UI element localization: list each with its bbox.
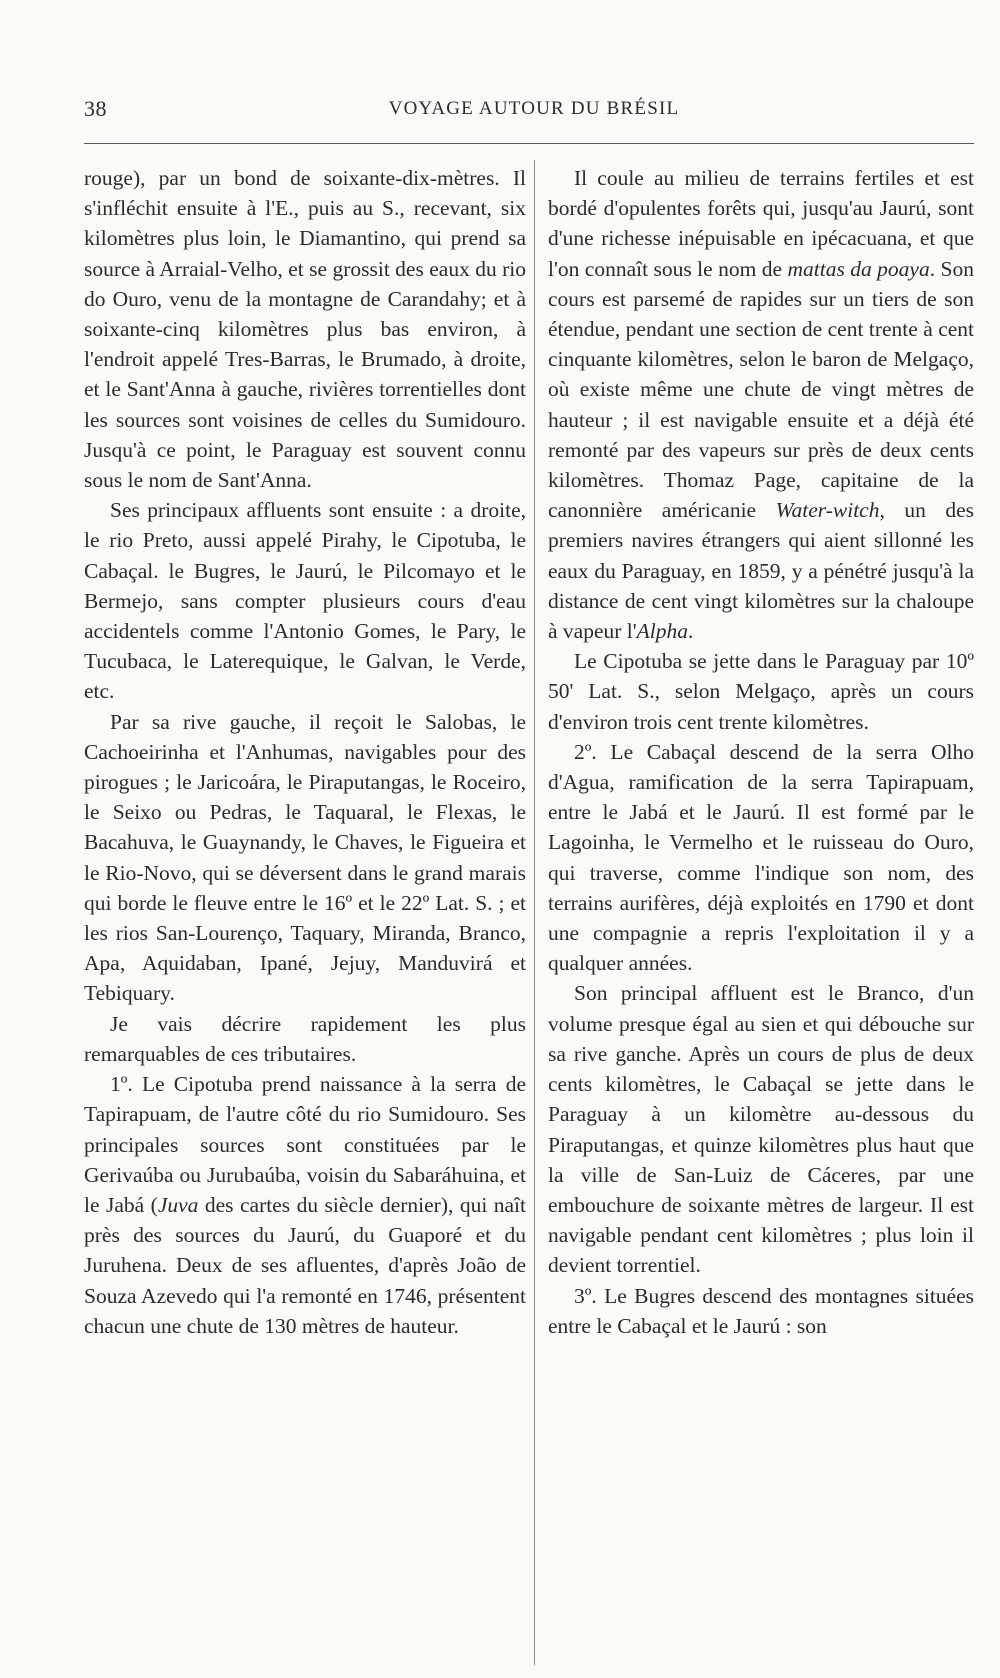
paragraph: rouge), par un bond de soixante-dix-mètres. Il s'infléchit ensuite à l'E., puis au S., recevant, six kilomètres plus loin, le Diamantino, qui prend sa source à Arraial-Velho, et se grossit des eaux du rio do Ouro, venu de la montagne de Carandahy; et à soixante-cinq kilomètres plus bas environ, à l'endroit appelé Tres-Barras, le Brumado, à droite, et le Sant'Anna à gauche, rivières torrentielles dont les sources sont voisines de celles du Sumidouro. Jusqu'à ce point, le Paraguay est souvent connu sous le nom de Sant'Anna. bbox=[84, 166, 526, 493]
page-number: 38 bbox=[84, 96, 107, 121]
paragraph: Il coule au milieu de terrains fertiles et est bordé d'opulentes forêts qui, jusqu'au Jaurú, sont d'une richesse inépuisable en ipécacuana, et que l'on connaît sous le nom de mattas da poaya. Son cours est parsemé de rapides sur un tiers de son étendue, pendant une section de cent trente à cent cinquante kilomètres, selon le baron de Melgaço, où existe même une chute de vingt mètres de hauteur ; il est navigable ensuite et a déjà été remonté par des vapeurs sur près de deux cents kilomètres. Thomaz Page, capitaine de la canonnière américanie Water-witch, un des premiers navires étrangers qui aient sillonné les eaux du Paraguay, en 1859, y a pénétré jusqu'à la distance de cent vingt kilomètres sur la chaloupe à vapeur l'Alpha. bbox=[548, 166, 974, 644]
right-column bbox=[548, 163, 974, 1341]
paragraph: 2º. Le Cabaçal descend de la serra Olho d'Agua, ramification de la serra Tapirapuam, entre le Jabá et le Jaurú. Il est formé par le Lagoinha, le Vermelho et le ruisseau do Ouro, qui traverse, comme l'indique son nom, des terrains aurifères, déjà exploités en 1790 et dont une compagnie a repris l'exploitation il y a qualquer années. bbox=[548, 739, 974, 976]
left-column bbox=[84, 163, 526, 1341]
running-title: VOYAGE AUTOUR DU BRÉSIL bbox=[388, 98, 680, 119]
paragraph: 1º. Le Cipotuba prend naissance à la serra de Tapirapuam, de l'autre côté du rio Sumidouro. Ses principales sources sont constituées par le Gerivaúba ou Jurubaúba, voisin du Sabaráhuina, et le Jabá (Juva des cartes du siècle dernier), qui naît près des sources du Jaurú, du Guaporé et du Juruhena. Deux de ses afluentes, d'après João de Souza Azevedo qui l'a remonté en 1746, présentent chacun une chute de 130 mètres de hauteur. bbox=[84, 1072, 526, 1338]
paragraph: Par sa rive gauche, il reçoit le Salobas, le Cachoeirinha et l'Anhumas, navigables pour des pirogues ; le Jaricoára, le Piraputangas, le Roceiro, le Seixo ou Pedras, le Taquaral, le Flexas, le Bacahuva, le Guaynandy, le Chaves, le Figueira et le Rio-Novo, qui se déversent dans le grand marais qui borde le fleuve entre le 16º et le 22º Lat. S. ; et les rios San-Lourenço, Taquary, Miranda, Branco, Apa, Aquidaban, Ipané, Jejuy, Manduvirá et Tebiquary. bbox=[84, 709, 526, 1006]
paragraph: Ses principaux affluents sont ensuite : a droite, le rio Preto, aussi appelé Pirahy, le Cipotuba, le Cabaçal. le Bugres, le Jaurú, le Pilcomayo et le Bermejo, sans compter plusieurs cours d'eau accidentels comme l'Antonio Gomes, le Pary, le Tucubaca, le Laterequique, le Galvan, le Verde, etc. bbox=[84, 498, 526, 704]
header-rule bbox=[84, 143, 974, 144]
paragraph: 3º. Le Bugres descend des montagnes situées entre le Cabaçal et le Jaurú : son bbox=[548, 1283, 974, 1338]
paragraph: Le Cipotuba se jette dans le Paraguay par 10º 50' Lat. S., selon Melgaço, après un cours d'environ trois cent trente kilomètres. bbox=[548, 649, 974, 734]
column-divider bbox=[534, 160, 535, 1665]
page-header bbox=[84, 96, 974, 126]
paragraph: Son principal affluent est le Branco, d'un volume presque égal au sien et qui débouche sur sa rive ganche. Après un cours de plus de deux cents kilomètres, le Cabaçal se jette dans le Paraguay à un kilomètre au-dessous du Piraputangas, et quinze kilomètres plus haut que la ville de San-Luiz de Cáceres, par une embouchure de soixante mètres de largeur. Il est navigable pendant cent kilomètres ; plus loin il devient torrentiel. bbox=[548, 981, 974, 1278]
paragraph: Je vais décrire rapidement les plus remarquables de ces tributaires. bbox=[84, 1011, 526, 1066]
